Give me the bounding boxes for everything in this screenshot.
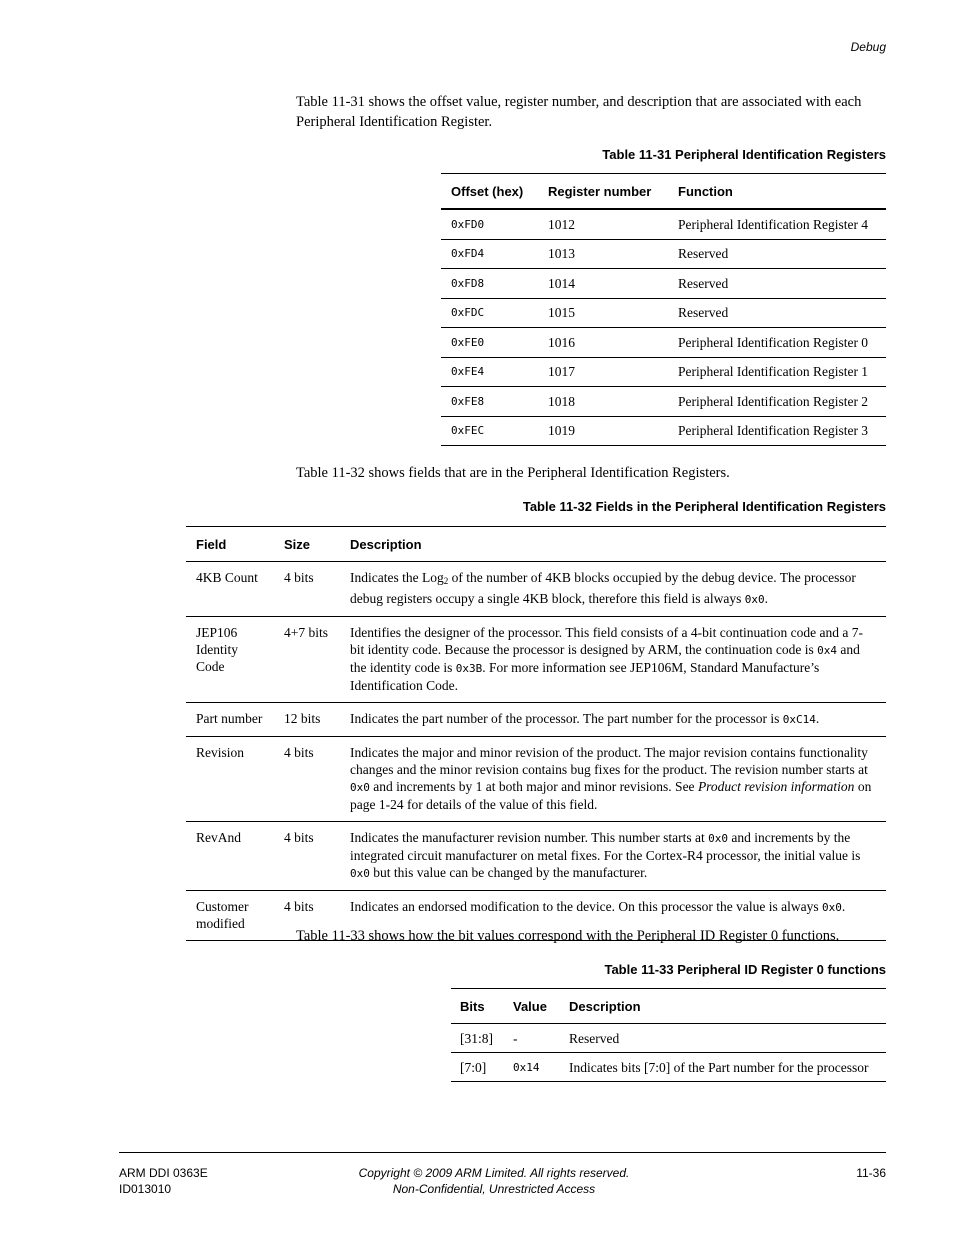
size-cell: 4 bits bbox=[274, 737, 340, 822]
description-cell: Indicates an endorsed modification to the device. On this processor the value is always 0x0. bbox=[340, 891, 886, 941]
footer-legal bbox=[300, 1165, 688, 1197]
bits-cell: [31:8] bbox=[451, 1024, 504, 1053]
table-11-31-caption: Table 11-31 Peripheral Identification Registers bbox=[602, 147, 886, 162]
register-number-cell: 1014 bbox=[538, 269, 668, 299]
function-cell: Peripheral Identification Register 3 bbox=[668, 416, 886, 446]
description-cell: Indicates the part number of the processor. The part number for the processor is 0xC14. bbox=[340, 703, 886, 737]
access-notice: Non-Confidential, Unrestricted Access bbox=[392, 1182, 596, 1196]
field-cell: 4KB Count bbox=[186, 562, 274, 617]
table-row bbox=[441, 357, 886, 387]
column-header: Register number bbox=[538, 174, 668, 210]
table-11-33-caption: Table 11-33 Peripheral ID Register 0 functions bbox=[604, 962, 886, 977]
column-header: Description bbox=[569, 998, 641, 1014]
table-row bbox=[441, 416, 886, 446]
register-number-cell: 1015 bbox=[538, 298, 668, 328]
table-row bbox=[441, 387, 886, 417]
size-cell: 12 bits bbox=[274, 703, 340, 737]
footer-rule bbox=[119, 1152, 886, 1153]
function-cell: Reserved bbox=[668, 239, 886, 269]
offset-cell: 0xFD4 bbox=[441, 239, 538, 269]
field-cell: Revision bbox=[186, 737, 274, 822]
table-11-31 bbox=[441, 173, 886, 446]
table-row bbox=[441, 298, 886, 328]
footer-doc-ids bbox=[119, 1165, 208, 1197]
field-cell: Part number bbox=[186, 703, 274, 737]
function-cell: Peripheral Identification Register 0 bbox=[668, 328, 886, 358]
bits-cell: [7:0] bbox=[451, 1053, 504, 1082]
register-number-cell: 1017 bbox=[538, 357, 668, 387]
function-cell: Peripheral Identification Register 4 bbox=[668, 209, 886, 239]
register-number-cell: 1019 bbox=[538, 416, 668, 446]
function-cell: Peripheral Identification Register 1 bbox=[668, 357, 886, 387]
intro-paragraph-t31: Table 11-31 shows the offset value, register number, and description that are associated with each Peripheral Identification Register. bbox=[296, 94, 862, 130]
table-row bbox=[186, 562, 886, 617]
size-cell: 4 bits bbox=[274, 891, 340, 941]
table-row bbox=[186, 737, 886, 822]
column-header: Size bbox=[284, 536, 311, 552]
value-cell: 0x14 bbox=[504, 1053, 560, 1082]
description-cell: Reserved bbox=[560, 1024, 886, 1053]
page-number: 11-36 bbox=[856, 1166, 886, 1180]
register-number-cell: 1018 bbox=[538, 387, 668, 417]
description-cell: Identifies the designer of the processor. This field consists of a 4-bit continuation code and a 7-bit identity code. Because the processor is designed by ARM, the continuation code is 0x4 and the identity code is 0x3B. For more information see JEP106M, Standard Manufacture’s Identification Code. bbox=[340, 617, 886, 703]
table-row bbox=[186, 703, 886, 737]
copyright-notice: Copyright © 2009 ARM Limited. All rights reserved. bbox=[358, 1166, 630, 1180]
offset-cell: 0xFE4 bbox=[441, 357, 538, 387]
table-row bbox=[441, 328, 886, 358]
register-number-cell: 1013 bbox=[538, 239, 668, 269]
column-header: Value bbox=[513, 998, 547, 1014]
table-row bbox=[186, 617, 886, 703]
field-cell: JEP106 Identity Code bbox=[186, 617, 274, 703]
column-header: Description bbox=[350, 536, 422, 552]
table-row bbox=[451, 1024, 886, 1053]
doc-revision: ID013010 bbox=[119, 1182, 172, 1196]
table-11-32-caption: Table 11-32 Fields in the Peripheral Identification Registers bbox=[522, 499, 886, 514]
table-row bbox=[186, 822, 886, 891]
size-cell: 4 bits bbox=[274, 562, 340, 617]
table-11-33 bbox=[451, 988, 886, 1082]
column-header: Bits bbox=[460, 998, 485, 1014]
running-header: Debug bbox=[850, 40, 886, 54]
field-cell: Customer modified bbox=[186, 891, 274, 941]
product-revision-link[interactable]: Product revision information bbox=[697, 779, 855, 794]
description-cell: Indicates the major and minor revision of the product. The major revision contains functionality changes and the minor revision contains bug fixes for the product. The revision number starts at 0x0 and increments by 1 at both major and minor revisions. See Product revision information on page 1-24 for details of the value of this field. bbox=[340, 737, 886, 822]
column-header: Function bbox=[668, 174, 886, 210]
intro-paragraph-t32: Table 11-32 shows fields that are in the Peripheral Identification Registers. bbox=[296, 465, 730, 481]
column-header: Offset (hex) bbox=[441, 174, 538, 210]
description-cell: Indicates the manufacturer revision number. This number starts at 0x0 and increments by the integrated circuit manufacturer on metal fixes. For the Cortex-R4 processor, the initial value is 0x0 but this value can be changed by the manufacturer. bbox=[340, 822, 886, 891]
register-number-cell: 1012 bbox=[538, 209, 668, 239]
value-cell: - bbox=[504, 1024, 560, 1053]
offset-cell: 0xFEC bbox=[441, 416, 538, 446]
table-row bbox=[441, 209, 886, 239]
description-cell: Indicates the Log$_2$ of the number of 4KB blocks occupied by the debug device. The processor debug registers occupy a single 4KB block, therefore this field is always 0x0. bbox=[340, 562, 886, 617]
table-row bbox=[451, 1053, 886, 1082]
function-cell: Reserved bbox=[668, 269, 886, 299]
column-header: Field bbox=[196, 536, 227, 552]
register-number-cell: 1016 bbox=[538, 328, 668, 358]
offset-cell: 0xFE0 bbox=[441, 328, 538, 358]
function-cell: Peripheral Identification Register 2 bbox=[668, 387, 886, 417]
function-cell: Reserved bbox=[668, 298, 886, 328]
offset-cell: 0xFD0 bbox=[441, 209, 538, 239]
intro-paragraph-t33: Table 11-33 shows how the bit values correspond with the Peripheral ID Register 0 functions. bbox=[296, 928, 840, 944]
offset-cell: 0xFE8 bbox=[441, 387, 538, 417]
table-row bbox=[441, 239, 886, 269]
table-row bbox=[441, 269, 886, 299]
field-cell: RevAnd bbox=[186, 822, 274, 891]
doc-id: ARM DDI 0363E bbox=[119, 1166, 208, 1180]
table-11-32 bbox=[186, 526, 886, 941]
description-cell: Indicates bits [7:0] of the Part number for the processor bbox=[560, 1053, 886, 1082]
size-cell: 4 bits bbox=[274, 822, 340, 891]
offset-cell: 0xFD8 bbox=[441, 269, 538, 299]
offset-cell: 0xFDC bbox=[441, 298, 538, 328]
size-cell: 4+7 bits bbox=[274, 617, 340, 703]
